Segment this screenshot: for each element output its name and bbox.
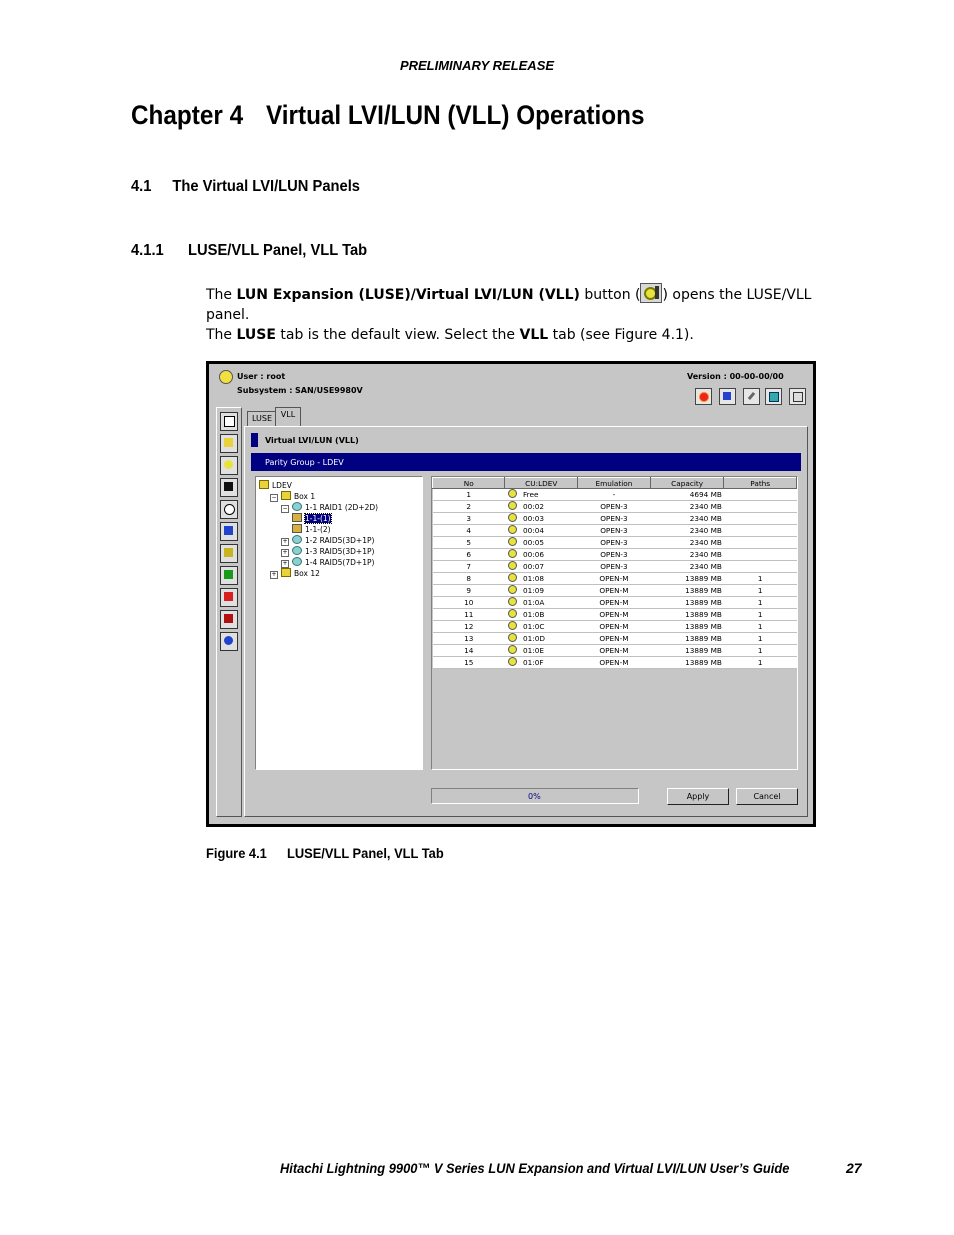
user-icon (219, 370, 233, 384)
ldev-status-icon (508, 537, 517, 546)
ldev-status-icon (508, 585, 517, 594)
table-cell-text: 01:0C (522, 622, 545, 631)
parity-group-icon (292, 557, 302, 566)
tree-node[interactable] (259, 535, 374, 546)
table-cell (433, 645, 505, 657)
panel-title: Virtual LVI/LUN (VLL) (265, 436, 359, 445)
luse-vll-button-icon (640, 283, 662, 303)
version-label: Version : 00-00-00/00 (687, 372, 784, 381)
table-cell-text: 13889 MB (685, 645, 722, 655)
table-cell-text: OPEN-M (599, 657, 629, 667)
exit-icon[interactable] (789, 388, 806, 405)
table-cell-text: 4694 MB (689, 489, 722, 499)
tab-luse[interactable]: LUSE (247, 411, 277, 426)
parity-group-bar (251, 453, 801, 471)
table-cell-text: 11 (464, 609, 474, 619)
table-cell (433, 489, 505, 501)
table-cell (724, 621, 797, 633)
tree-node-label: 1-3 RAID5(3D+1P) (305, 547, 375, 556)
table-cell (578, 549, 651, 561)
table-cell-text: 6 (466, 549, 472, 559)
table-cell (650, 537, 724, 549)
table-cell (650, 585, 724, 597)
ldev-status-icon (508, 645, 517, 654)
expand-icon[interactable]: + (271, 571, 277, 578)
folder-icon (281, 491, 291, 500)
section-heading-4-1 (131, 178, 360, 196)
table-cell (433, 633, 505, 645)
table-row[interactable] (433, 621, 797, 633)
table-row[interactable] (433, 633, 797, 645)
collapse-icon[interactable]: − (282, 505, 288, 512)
table-cell (505, 513, 578, 525)
table-cell-text: 9 (466, 585, 472, 595)
table-cell (578, 525, 651, 537)
table-cell (650, 525, 724, 537)
table-cell-text: 1 (757, 621, 763, 631)
tree-node-label: Box 1 (294, 492, 316, 501)
table-cell (650, 489, 724, 501)
table-cell (650, 645, 724, 657)
figure-screenshot (206, 361, 816, 827)
table-cell-text: OPEN-3 (600, 561, 628, 571)
table-cell (578, 597, 651, 609)
table-cell (578, 501, 651, 513)
chapter-title: Virtual LVI/LUN (VLL) Operations (266, 100, 645, 130)
table-cell-text: OPEN-M (599, 633, 629, 643)
table-cell (505, 489, 578, 501)
ldev-status-icon (508, 609, 517, 618)
table-cell (505, 573, 578, 585)
panel-marker (251, 433, 258, 447)
column-header[interactable]: CU:LDEV (505, 478, 578, 489)
ldev-tree[interactable] (255, 476, 423, 770)
table-cell-text: OPEN-M (599, 597, 629, 607)
apply-button[interactable]: Apply (667, 788, 729, 805)
table-cell (578, 633, 651, 645)
table-cell (578, 645, 651, 657)
bold-run: LUSE (236, 327, 276, 343)
ldev-status-icon (508, 549, 517, 558)
table-cell (650, 621, 724, 633)
bold-run: VLL (519, 327, 549, 343)
table-cell-text: 2340 MB (689, 549, 722, 559)
sidebar-chart-icon[interactable] (220, 566, 238, 585)
table-cell-text: OPEN-M (599, 609, 629, 619)
section-number: 4.1 (131, 178, 152, 195)
cancel-button[interactable]: Cancel (736, 788, 798, 805)
table-cell (724, 609, 797, 621)
user-label: User : root (237, 372, 286, 381)
ldev-table[interactable] (431, 476, 798, 770)
tree-node-label: 1-1 RAID1 (2D+2D) (305, 503, 379, 512)
table-cell (724, 657, 797, 669)
column-header[interactable]: Capacity (650, 478, 724, 489)
figure-caption (206, 845, 444, 861)
table-cell (578, 621, 651, 633)
text-run: The (206, 287, 237, 303)
text-run: tab is the default view. Select the (275, 327, 520, 343)
column-header[interactable]: No (433, 478, 505, 489)
table-cell (724, 573, 797, 585)
table-row[interactable] (433, 525, 797, 537)
table-cell (724, 585, 797, 597)
table-cell-text: 01:08 (522, 574, 544, 583)
table-cell (578, 489, 651, 501)
table-row[interactable] (433, 657, 797, 669)
table-cell (724, 537, 797, 549)
text-run: The (206, 327, 237, 343)
running-header: PRELIMINARY RELEASE (399, 58, 555, 73)
collapse-icon[interactable]: − (271, 494, 277, 501)
table-cell (433, 585, 505, 597)
table-cell-text: 00:04 (522, 526, 544, 535)
table-cell (650, 501, 724, 513)
table-cell-text: Free (522, 490, 539, 499)
table-cell (650, 549, 724, 561)
table-cell (433, 561, 505, 573)
table-cell (505, 561, 578, 573)
table-row[interactable] (433, 501, 797, 513)
table-cell-text: 4 (466, 525, 472, 535)
tree-node[interactable] (259, 524, 331, 535)
table-cell-text: OPEN-3 (600, 513, 628, 523)
table-cell-text: 00:07 (522, 562, 544, 571)
table-cell-text: 01:0E (522, 646, 544, 655)
table-cell (433, 609, 505, 621)
figure-number: Figure 4.1 (206, 845, 267, 861)
table-cell (578, 537, 651, 549)
table-cell-text: 12 (464, 621, 474, 631)
figure-title: LUSE/VLL Panel, VLL Tab (286, 845, 444, 861)
ldev-status-icon (508, 525, 517, 534)
table-row[interactable] (433, 597, 797, 609)
table-cell (724, 489, 797, 501)
table-cell-text: 2340 MB (689, 513, 722, 523)
sidebar-bars-icon[interactable] (220, 610, 238, 629)
table-cell (505, 633, 578, 645)
table-row[interactable] (433, 489, 797, 501)
table-cell (505, 609, 578, 621)
parity-group-icon (292, 502, 302, 511)
table-cell (724, 525, 797, 537)
folder-icon (259, 480, 269, 489)
chapter-number: Chapter 4 (131, 100, 244, 130)
table-cell-text: 2340 MB (689, 501, 722, 511)
ldev-icon (292, 524, 302, 533)
table-cell (433, 657, 505, 669)
table-cell-text: 2340 MB (689, 561, 722, 571)
ldev-status-icon (508, 561, 517, 570)
expand-icon[interactable]: + (282, 538, 288, 545)
tree-node[interactable] (259, 546, 374, 557)
edit-icon[interactable] (743, 388, 760, 405)
view-icon[interactable] (765, 388, 782, 405)
table-cell (650, 573, 724, 585)
sidebar-luse-icon[interactable] (220, 412, 238, 431)
tree-node-label: 1-1-(1) (305, 514, 331, 523)
tree-node-label: LDEV (272, 481, 292, 490)
table-row[interactable] (433, 513, 797, 525)
section-number: 4.1.1 (131, 242, 164, 259)
sidebar-settings-icon[interactable] (220, 456, 238, 475)
expand-icon[interactable]: + (282, 560, 288, 567)
table-cell-text: 00:05 (522, 538, 544, 547)
table-cell (650, 609, 724, 621)
table-cell-text: 1 (757, 597, 763, 607)
page-number: 27 (846, 1160, 862, 1176)
mode-icon[interactable] (719, 388, 736, 405)
table-cell-text: OPEN-M (599, 645, 629, 655)
progress-text: 0% (528, 792, 541, 801)
table-row[interactable] (433, 573, 797, 585)
table-cell-text: - (612, 489, 616, 499)
table-cell (505, 657, 578, 669)
body-paragraph (206, 283, 856, 345)
table-cell-text: 2340 MB (689, 525, 722, 535)
parity-bar-label: Parity Group - LDEV (265, 458, 344, 467)
table-cell-text: 13889 MB (685, 621, 722, 631)
tree-node-label: 1-1-(2) (305, 525, 331, 534)
bold-run: LUN Expansion (LUSE)/Virtual LVI/LUN (VLL) (236, 287, 580, 303)
table-cell (650, 657, 724, 669)
table-cell-text: 1 (757, 657, 763, 667)
table-cell-text: OPEN-3 (600, 549, 628, 559)
table-row[interactable] (433, 561, 797, 573)
table-cell-text: OPEN-M (599, 621, 629, 631)
table-cell-text: 10 (464, 597, 474, 607)
table-cell-text: 1 (757, 573, 763, 583)
tree-node[interactable] (259, 491, 315, 502)
sidebar-alert-icon[interactable] (220, 588, 238, 607)
table-cell (650, 561, 724, 573)
table-cell-text: 01:09 (522, 586, 544, 595)
tree-node-label: 1-2 RAID5(3D+1P) (305, 536, 375, 545)
table-cell (724, 645, 797, 657)
tree-node[interactable] (259, 568, 320, 579)
table-cell (433, 621, 505, 633)
table-row[interactable] (433, 645, 797, 657)
column-header[interactable]: Paths (724, 478, 797, 489)
table-cell-text: OPEN-3 (600, 537, 628, 547)
luse-vll-window (209, 364, 813, 824)
sidebar-gauge-icon[interactable] (220, 500, 238, 519)
section-title: LUSE/VLL Panel, VLL Tab (188, 242, 368, 259)
ldev-status-icon (508, 633, 517, 642)
parity-group-icon (292, 535, 302, 544)
table-cell (578, 585, 651, 597)
table-cell-text: 2340 MB (689, 537, 722, 547)
table-cell (505, 645, 578, 657)
tree-node[interactable] (259, 480, 292, 491)
tree-node-label: 1-4 RAID5(7D+1P) (305, 558, 375, 567)
table-cell (505, 597, 578, 609)
table-cell-text: 1 (466, 489, 472, 499)
table-cell-text: 00:06 (522, 550, 544, 559)
table-cell (578, 609, 651, 621)
table-cell-text: 13889 MB (685, 633, 722, 643)
table-row[interactable] (433, 585, 797, 597)
table-cell-text: 8 (466, 573, 472, 583)
text-run: ) opens the LUSE/VLL panel. (206, 287, 812, 323)
table-cell (724, 561, 797, 573)
column-header[interactable]: Emulation (578, 478, 651, 489)
sidebar-network-icon[interactable] (220, 522, 238, 541)
table-cell (724, 549, 797, 561)
table-cell (724, 597, 797, 609)
chapter-heading (131, 100, 644, 131)
table-cell (433, 573, 505, 585)
running-footer: Hitachi Lightning 9900™ V Series LUN Expansion and Virtual LVI/LUN User’s Guide (280, 1160, 790, 1176)
table-cell-text: 2 (466, 501, 472, 511)
parity-group-icon (292, 546, 302, 555)
table-cell (650, 597, 724, 609)
folder-icon (281, 568, 291, 577)
text-run: tab (see Figure 4.1). (548, 327, 694, 343)
ldev-status-icon (508, 573, 517, 582)
table-cell (433, 501, 505, 513)
table-cell-text: 13889 MB (685, 609, 722, 619)
ldev-status-icon (508, 501, 517, 510)
table-cell-text: 00:03 (522, 514, 544, 523)
table-cell (433, 513, 505, 525)
subsystem-value: SAN/USE9980V (295, 386, 363, 395)
table-cell (578, 573, 651, 585)
table-cell-text: 01:0B (522, 610, 545, 619)
table-cell-text: OPEN-M (599, 573, 629, 583)
table-cell-text: 3 (466, 513, 472, 523)
table-cell (724, 501, 797, 513)
table-cell (433, 525, 505, 537)
table-cell (578, 561, 651, 573)
table-cell-text: 13889 MB (685, 573, 722, 583)
table-cell-text: 1 (757, 645, 763, 655)
table-row[interactable] (433, 609, 797, 621)
tree-node-label: Box 12 (294, 569, 320, 578)
table-cell (650, 513, 724, 525)
table-cell-text: 7 (466, 561, 472, 571)
table-cell (433, 537, 505, 549)
table-cell (578, 657, 651, 669)
ldev-status-icon (508, 597, 517, 606)
sidebar-document-icon[interactable] (220, 478, 238, 497)
sidebar-folder-icon[interactable] (220, 434, 238, 453)
table-cell-text: 01:0F (522, 658, 544, 667)
table-cell (505, 501, 578, 513)
table-cell (650, 633, 724, 645)
table-cell-text: 01:0D (522, 634, 545, 643)
table-cell-text: 5 (466, 537, 472, 547)
section-title: The Virtual LVI/LUN Panels (172, 178, 360, 195)
table-cell (724, 513, 797, 525)
table-cell (505, 537, 578, 549)
table-cell (433, 549, 505, 561)
table-cell-text: 13 (464, 633, 474, 643)
refresh-icon[interactable] (695, 388, 712, 405)
ldev-icon (292, 513, 302, 522)
table-cell-text: OPEN-3 (600, 501, 628, 511)
tree-node[interactable] (259, 502, 378, 513)
table-cell-text: 14 (464, 645, 474, 655)
table-cell (505, 621, 578, 633)
ldev-grid (432, 477, 797, 669)
table-cell-text: 01:0A (522, 598, 545, 607)
section-heading-4-1-1 (131, 242, 367, 260)
table-cell-text: 1 (757, 609, 763, 619)
function-sidebar (216, 407, 242, 817)
sidebar-tools-icon[interactable] (220, 544, 238, 563)
ldev-status-icon (508, 489, 517, 498)
sidebar-globe-icon[interactable] (220, 632, 238, 651)
tree-node[interactable] (259, 513, 331, 524)
expand-icon[interactable]: + (282, 549, 288, 556)
table-cell-text: 15 (464, 657, 474, 667)
vll-panel (244, 426, 808, 817)
table-cell-text: 13889 MB (685, 657, 722, 667)
table-cell-text: 1 (757, 585, 763, 595)
table-cell (578, 513, 651, 525)
table-row[interactable] (433, 549, 797, 561)
progress-bar (431, 788, 639, 804)
ldev-status-icon (508, 621, 517, 630)
table-row[interactable] (433, 537, 797, 549)
table-cell (505, 585, 578, 597)
table-cell-text: 13889 MB (685, 597, 722, 607)
table-cell-text: 1 (757, 633, 763, 643)
subsystem-label: Subsystem : (237, 386, 293, 395)
table-cell (505, 549, 578, 561)
table-cell (724, 633, 797, 645)
table-cell (433, 597, 505, 609)
table-cell-text: 00:02 (522, 502, 544, 511)
text-run: button ( (579, 287, 641, 303)
table-cell (505, 525, 578, 537)
ldev-status-icon (508, 513, 517, 522)
tab-vll[interactable]: VLL (275, 407, 301, 426)
tree-node[interactable] (259, 557, 374, 568)
table-cell-text: OPEN-M (599, 585, 629, 595)
table-cell-text: OPEN-3 (600, 525, 628, 535)
ldev-status-icon (508, 657, 517, 666)
table-cell-text: 13889 MB (685, 585, 722, 595)
